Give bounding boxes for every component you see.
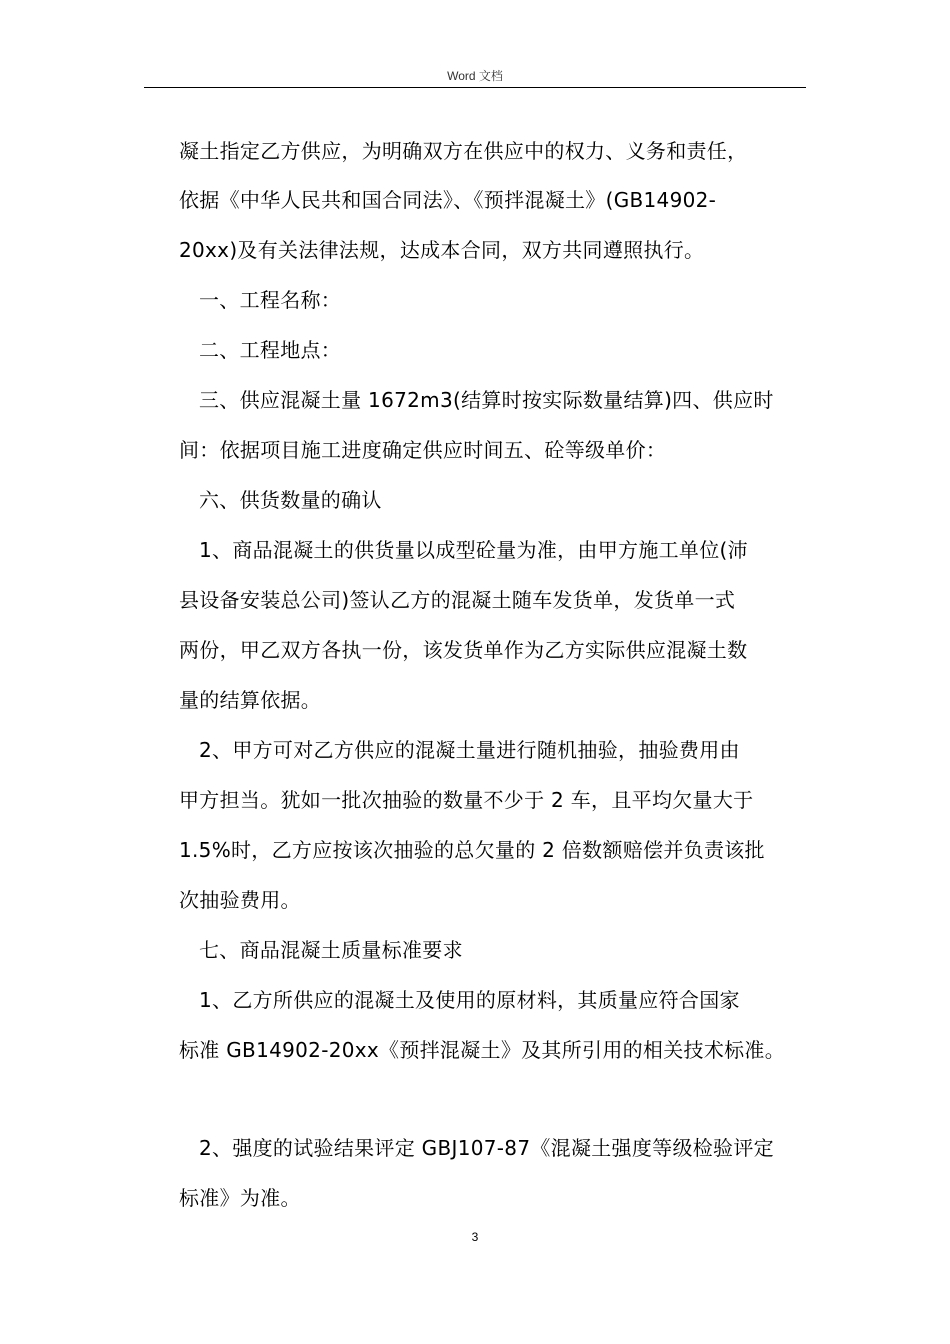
paragraph-line: 1.5%时，乙方应按该次抽验的总欠量的 2 倍数额赔偿并负责该批 xyxy=(179,838,765,862)
paragraph-line: 两份，甲乙双方各执一份，该发货单作为乙方实际供应混凝土数 xyxy=(179,638,748,662)
paragraph-line: 依据《中华人民共和国合同法》、《预拌混凝土》(GB14902- xyxy=(179,188,717,212)
paragraph-line: 1、乙方所供应的混凝土及使用的原材料，其质量应符合国家 xyxy=(199,988,740,1012)
paragraph-line: 标准》为准。 xyxy=(179,1186,301,1210)
header-title: Word 文档 xyxy=(447,69,503,83)
paragraph-line: 县设备安装总公司)签认乙方的混凝土随车发货单，发货单一式 xyxy=(179,588,736,612)
paragraph-line: 间：依据项目施工进度确定供应时间五、砼等级单价： xyxy=(179,438,667,462)
section-heading: 六、供货数量的确认 xyxy=(199,488,382,512)
section-heading: 七、商品混凝土质量标准要求 xyxy=(199,938,463,962)
section-heading: 二、工程地点： xyxy=(199,338,342,362)
paragraph-line: 甲方担当。犹如一批次抽验的数量不少于 2 车，且平均欠量大于 xyxy=(179,788,754,812)
paragraph-line: 1、商品混凝土的供货量以成型砼量为准，由甲方施工单位(沛 xyxy=(199,538,748,562)
paragraph-line: 三、供应混凝土量 1672m3(结算时按实际数量结算)四、供应时 xyxy=(199,388,774,412)
paragraph-line: 2、强度的试验结果评定 GBJ107-87《混凝土强度等级检验评定 xyxy=(199,1136,774,1160)
paragraph-line: 20xx)及有关法律法规，达成本合同，双方共同遵照执行。 xyxy=(179,238,705,262)
page-number: 3 xyxy=(471,1230,479,1244)
section-heading: 一、工程名称： xyxy=(199,288,342,312)
paragraph-line: 凝土指定乙方供应，为明确双方在供应中的权力、义务和责任， xyxy=(179,139,748,163)
paragraph-line: 2、甲方可对乙方供应的混凝土量进行随机抽验，抽验费用由 xyxy=(199,738,740,762)
header-divider xyxy=(144,87,806,88)
paragraph-line: 次抽验费用。 xyxy=(179,888,301,912)
paragraph-line: 量的结算依据。 xyxy=(179,688,322,712)
paragraph-line: 标准 GB14902-20xx《预拌混凝土》及其所引用的相关技术标准。 xyxy=(179,1038,786,1062)
